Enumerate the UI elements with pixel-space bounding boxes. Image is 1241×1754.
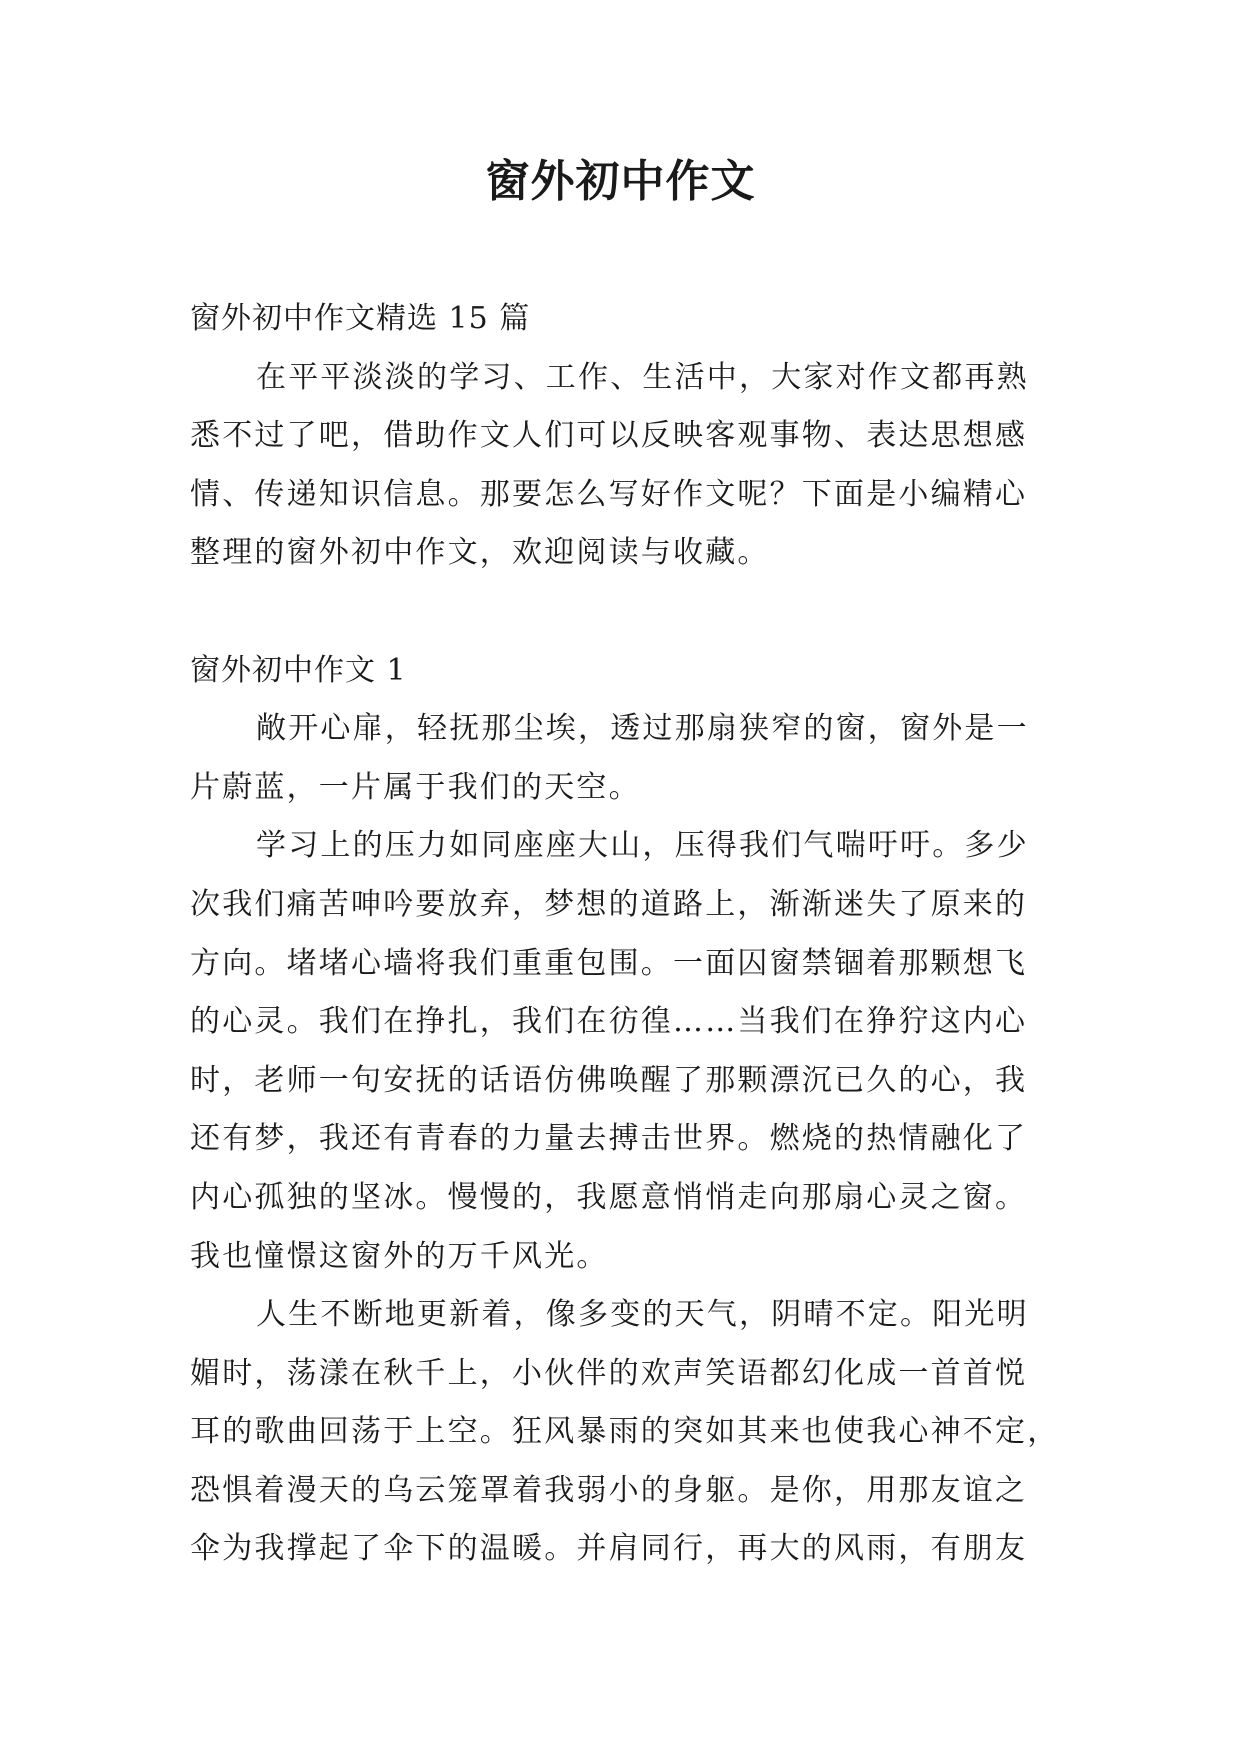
paragraph-line: 敞开心扉，轻抚那尘埃，透过那扇狭窄的窗，窗外是一 xyxy=(256,711,1029,747)
paragraph-3 xyxy=(190,1286,1062,1579)
paragraph-line: 方向。堵堵心墙将我们重重包围。一面囚窗禁锢着那颗想飞 xyxy=(190,945,1028,981)
paragraph-line: 我也憧憬这窗外的万千风光。 xyxy=(190,1238,609,1274)
document-subtitle: 窗外初中作文精选 15 篇 xyxy=(190,301,531,336)
document-title: 窗外初中作文 xyxy=(485,156,756,207)
blank-line xyxy=(190,583,1062,642)
paragraph-line: 片蔚蓝，一片属于我们的天空。 xyxy=(190,769,641,805)
paragraph-line: 整理的窗外初中作文，欢迎阅读与收藏。 xyxy=(190,535,770,571)
paragraph-line: 情、传递知识信息。那要怎么写好作文呢？下面是小编精心 xyxy=(190,476,1028,512)
paragraph-line: 伞为我撑起了伞下的温暖。并肩同行，再大的风雨，有朋友 xyxy=(190,1531,1028,1567)
paragraph-2 xyxy=(190,817,1062,1286)
paragraph-line: 还有梦，我还有青春的力量去搏击世界。燃烧的热情融化了 xyxy=(190,1121,1028,1157)
intro-paragraph xyxy=(190,349,1062,583)
paragraph-line: 内心孤独的坚冰。慢慢的，我愿意悄悄走向那扇心灵之窗。 xyxy=(190,1179,1028,1215)
paragraph-line: 的心灵。我们在挣扎，我们在彷徨……当我们在狰狞这内心 xyxy=(190,1004,1028,1040)
paragraph-line: 学习上的压力如同座座大山，压得我们气喘吁吁。多少 xyxy=(256,828,1029,864)
paragraph-1 xyxy=(190,700,1062,817)
paragraph-line: 悉不过了吧，借助作文人们可以反映客观事物、表达思想感 xyxy=(190,418,1028,454)
paragraph-line: 次我们痛苦呻吟要放弃，梦想的道路上，渐渐迷失了原来的 xyxy=(190,886,1028,922)
paragraph-line: 时，老师一句安抚的话语仿佛唤醒了那颗漂沉已久的心，我 xyxy=(190,1062,1028,1098)
paragraph-line: 恐惧着漫天的乌云笼罩着我弱小的身躯。是你，用那友谊之 xyxy=(190,1472,1028,1508)
paragraph-line: 媚时，荡漾在秋千上，小伙伴的欢声笑语都幻化成一首首悦 xyxy=(190,1355,1028,1391)
paragraph-line: 耳的歌曲回荡于上空。狂风暴雨的突如其来也使我心神不定， xyxy=(190,1414,1060,1450)
section-heading: 窗外初中作文 1 xyxy=(190,652,407,688)
paragraph-line: 在平平淡淡的学习、工作、生活中，大家对作文都再熟 xyxy=(256,359,1029,395)
document-body xyxy=(190,290,1062,1579)
paragraph-line: 人生不断地更新着，像多变的天气，阴晴不定。阳光明 xyxy=(256,1297,1029,1333)
